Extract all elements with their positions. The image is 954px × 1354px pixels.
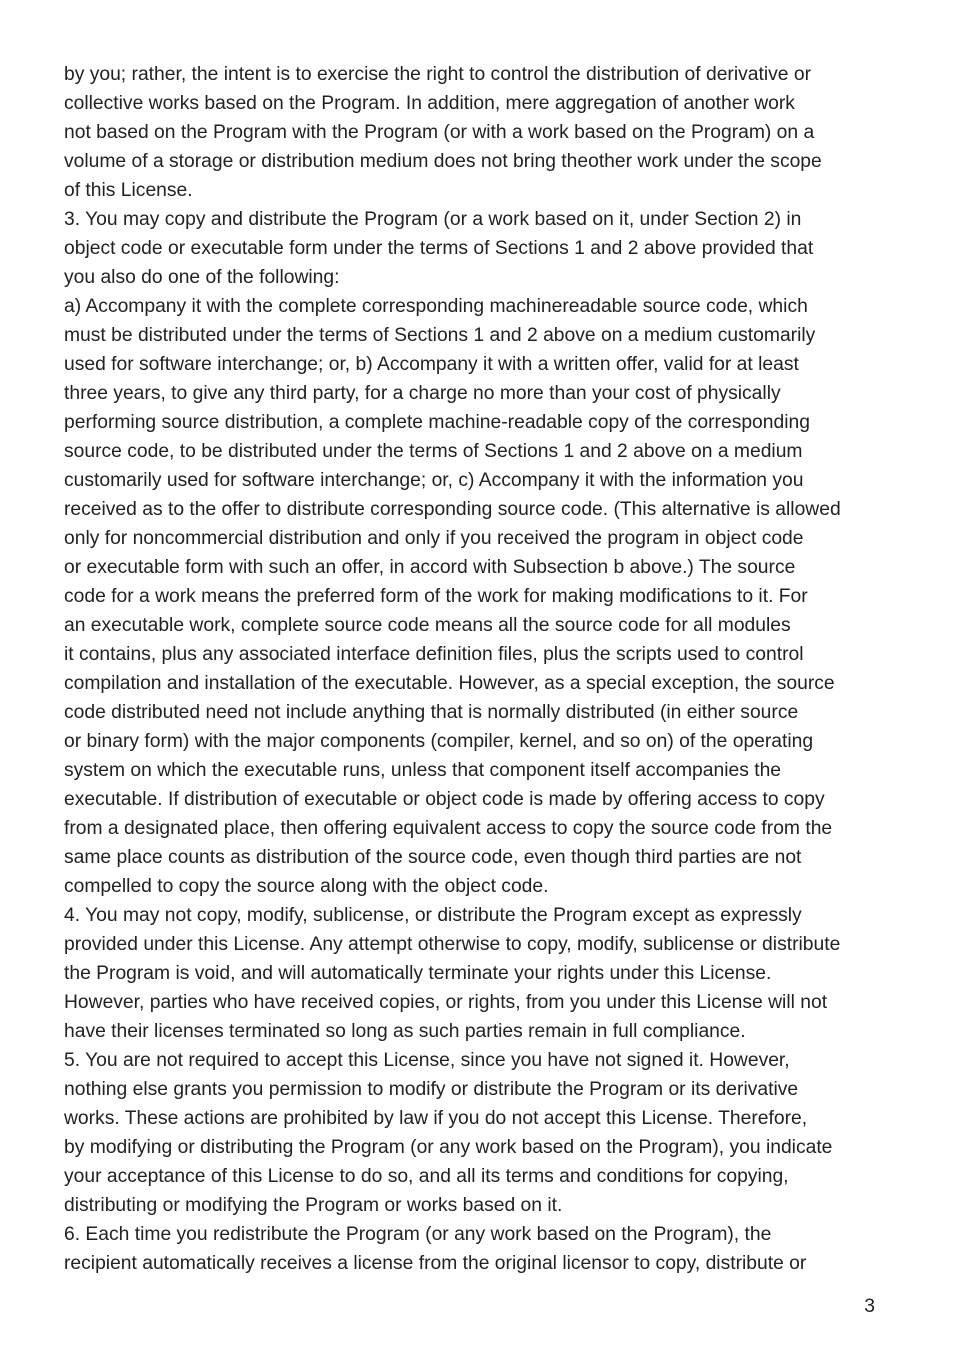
text-line: 5. You are not required to accept this License, since you have not signed it. However,: [64, 1050, 790, 1071]
text-line: However, parties who have received copies, or rights, from you under this License will not: [64, 992, 828, 1013]
text-line: customarily used for software interchange; or, c) Accompany it with the information you: [64, 470, 804, 491]
text-line: used for software interchange; or, b) Accompany it with a written offer, valid for at least: [64, 354, 799, 375]
text-line: 3. You may copy and distribute the Program (or a work based on it, under Section 2) in: [64, 209, 802, 230]
text-line: distributing or modifying the Program or works based on it.: [64, 1195, 563, 1216]
text-line: executable. If distribution of executable or object code is made by offering access to copy: [64, 789, 825, 810]
text-line: only for noncommercial distribution and only if you received the program in object code: [64, 528, 804, 549]
text-line: have their licenses terminated so long as such parties remain in full compliance.: [64, 1021, 746, 1042]
text-line: collective works based on the Program. In addition, mere aggregation of another work: [64, 93, 795, 114]
text-line: it contains, plus any associated interface definition files, plus the scripts used to control: [64, 644, 804, 665]
text-line: must be distributed under the terms of Sections 1 and 2 above on a medium customarily: [64, 325, 816, 346]
text-line: your acceptance of this License to do so, and all its terms and conditions for copying,: [64, 1166, 789, 1187]
text-line: received as to the offer to distribute corresponding source code. (This alternative is allowed: [64, 499, 841, 520]
text-line: three years, to give any third party, for a charge no more than your cost of physically: [64, 383, 781, 404]
page-number: 3: [864, 1296, 875, 1317]
text-line: the Program is void, and will automatically terminate your rights under this License.: [64, 963, 772, 984]
text-line: recipient automatically receives a license from the original licensor to copy, distribute or: [64, 1253, 807, 1274]
body-text: [64, 60, 898, 1278]
text-line: code distributed need not include anything that is normally distributed (in either source: [64, 702, 799, 723]
text-line: code for a work means the preferred form of the work for making modifications to it. For: [64, 586, 808, 607]
text-line: compilation and installation of the executable. However, as a special exception, the source: [64, 673, 835, 694]
text-line: provided under this License. Any attempt otherwise to copy, modify, sublicense or distribute: [64, 934, 841, 955]
text-line: or binary form) with the major components (compiler, kernel, and so on) of the operating: [64, 731, 814, 752]
text-line: performing source distribution, a complete machine-readable copy of the corresponding: [64, 412, 810, 433]
text-line: works. These actions are prohibited by law if you do not accept this License. Therefore,: [64, 1108, 808, 1129]
text-line: or executable form with such an offer, in accord with Subsection b above.) The source: [64, 557, 796, 578]
text-line: object code or executable form under the terms of Sections 1 and 2 above provided that: [64, 238, 814, 259]
text-line: source code, to be distributed under the terms of Sections 1 and 2 above on a medium: [64, 441, 803, 462]
text-line: you also do one of the following:: [64, 267, 340, 288]
text-line: by you; rather, the intent is to exercise the right to control the distribution of derivative or: [64, 64, 812, 85]
text-line: by modifying or distributing the Program (or any work based on the Program), you indicate: [64, 1137, 833, 1158]
text-line: 4. You may not copy, modify, sublicense, or distribute the Program except as expressly: [64, 905, 802, 926]
text-line: same place counts as distribution of the source code, even though third parties are not: [64, 847, 802, 868]
text-line: 6. Each time you redistribute the Program (or any work based on the Program), the: [64, 1224, 772, 1245]
text-line: volume of a storage or distribution medium does not bring theother work under the scope: [64, 151, 822, 172]
text-line: from a designated place, then offering equivalent access to copy the source code from the: [64, 818, 833, 839]
text-line: not based on the Program with the Program (or with a work based on the Program) on a: [64, 122, 815, 143]
text-line: of this License.: [64, 180, 193, 201]
text-line: an executable work, complete source code means all the source code for all modules: [64, 615, 791, 636]
text-line: system on which the executable runs, unless that component itself accompanies the: [64, 760, 782, 781]
text-line: nothing else grants you permission to modify or distribute the Program or its derivative: [64, 1079, 799, 1100]
text-line: compelled to copy the source along with the object code.: [64, 876, 549, 897]
text-line: a) Accompany it with the complete corresponding machinereadable source code, which: [64, 296, 808, 317]
